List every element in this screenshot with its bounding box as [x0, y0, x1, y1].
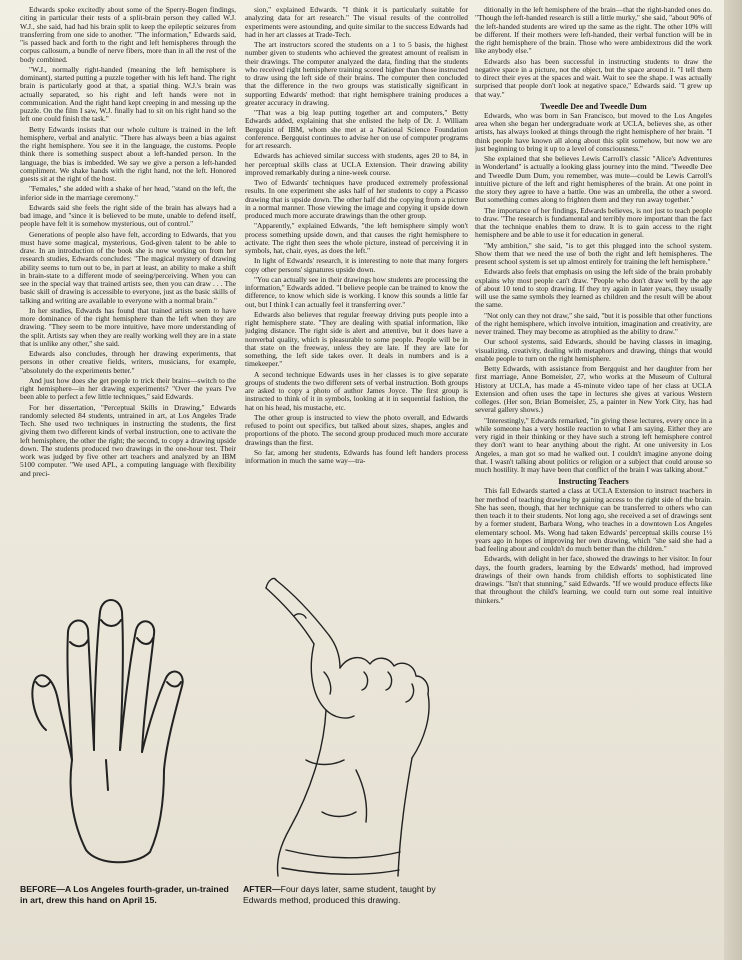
paragraph: Edwards also feels that emphasis on using the left side of the brain probably explains why most people can't draw. "People who don't draw well by the age of about 10 tend to stop drawing. If they try again in later years, they usually will use the same symbols they learned as children and the result will be about the same. [475, 267, 712, 310]
caption-after [243, 884, 469, 906]
paragraph: Edwards also has been successful in instructing students to draw the negative space in a picture, not the object, but the space around it. "I tell them to direct their eyes at the spaces and wait. Wait to see the shape. I was actually surprised that people don't look at negative space," Edwards said. "I grew up that way." [475, 56, 712, 99]
paragraph: "My ambition," she said, "is to get this plugged into the school system. Show them that we need the use of both the right and left hemispheres. The present school system is set up almost entirely for training the left hemisphere." [475, 240, 712, 266]
paragraph: A second technique Edwards uses in her classes is to give separate groups of students the two different sets of verbal instruction. Both groups are asked to copy a photo of author James Joyce. The first group is instructed to think of it in symbols, looking at it in sequential fashion, the hat on his head, his mustache, etc. [245, 369, 468, 412]
caption-before [20, 884, 232, 906]
paragraph: "Females," she added with a shake of her head, "stand on the left, the inferior side in the marriage ceremony." [20, 184, 236, 202]
paragraph: This fall Edwards started a class at UCLA Extension to instruct teachers in her method of teaching drawing by gaining access to the right side of the brain. She has seen, though, that her technique can be transferred to others who can then teach it to their students. Not long ago, she received a set of drawings sent by a former student, Barbara Wong, who teaches in a downtown Los Angeles elementary school. Ms. Wong had taken Edwards' perceptual skills course 1½ years ago in hopes of improving her own drawing, which "she said she had a bad feeling about and couldn't do much better than the children." [475, 486, 712, 553]
paragraph: Generations of people also have felt, according to Edwards, that you must have some magical, mysterious, God-given talent to be able to draw. In an introduction of the book she is now working on from her research studies, Edwards concludes: "The magical mystery of drawing ability seems to turn out to be, in part at least, an ability to make a shift in brain-state to a different mode of seeing/perceiving. When you can see in the special way that trained artists see, then you can draw . . . The basic skill of drawing is accessible to everyone, just as the basic skills of talking and writing are available to everyone with a normal brain." [20, 229, 236, 305]
paragraph: Edwards has achieved similar success with students, ages 20 to 84, in her perceptual skills class at UCLA Extension. Their drawing ability improved remarkably during a nine-week course. [245, 151, 468, 177]
caption-after-rest: Four days later, same student, taught by Edwards method, produced this drawing. [243, 884, 436, 905]
page-edge [724, 0, 742, 960]
article-column-2 [245, 6, 468, 558]
before-hand-sketch [6, 560, 234, 880]
column-3-bottom-text [475, 487, 712, 605]
column-3-top-text [475, 6, 712, 99]
paragraph: "Apparently," explained Edwards, "the left hemisphere simply won't process something upside down, and that causes the right hemisphere to activate. The right then sees the whole picture, instead of perceiving it in symbols, hat, chair, eyes, as does the left." [245, 221, 468, 255]
subheading-tweedle: Tweedle Dee and Tweedle Dum [540, 101, 647, 111]
paragraph: Edwards spoke excitedly about some of the Sperry-Bogen findings, citing in particular their tests of a split-brain person they called W.J. W.J., she said, had had his brain split to keep the epileptic seizures from transferring from one side to another. "The information," Edwards said, "is passed back and forth to the right and left hemispheres through the corpus callosum, a bundle of nerve fibers, more than in all the rest of the body combined. [20, 6, 236, 64]
paragraph: The art instructors scored the students on a 1 to 5 basis, the highest number given to students who achieved the greatest amount of realism in their drawings. The computer analyzed the data, finding that the students who received right hemisphere training scored higher than those instructed to draw using the left side of their brains. The computer then concluded that the difference in the two groups was statistically significant in supporting Edwards' method: that right hemisphere training produces a greater accuracy in drawing. [245, 40, 468, 107]
caption-before-text: BEFORE—A Los Angeles fourth-grader, un-trained in art, drew this hand on April 15. [20, 884, 229, 905]
paragraph: In her studies, Edwards has found that trained artists seem to have more dominance of the right hemisphere than the left when they are drawing. "They seem to be more intuitive, have more understanding of the split. Artists say when they are really working well they are in a state that is unlike any other," she said. [20, 305, 236, 348]
before-hand-drawing [6, 560, 234, 880]
paragraph: "W.J., normally right-handed (meaning the left hemisphere is dominant), started putting a puzzle together with his left hand. The right brain is particularly good at that, a spatial thing. W.J.'s brain was actually separated, so his right and left hands were not in communication. And the right hand kept creeping in and messing up the puzzle. On the film I saw, W.J. finally had to sit on his right hand so the left one could finish the task." [20, 64, 236, 124]
paragraph: "Interestingly," Edwards remarked, "in giving these lectures, every once in a while someone has a very hostile reaction to what I am saying. Either they are very rigid in their thinking or they have such a strong left hemisphere control they don't want to hear anything about the right. At one university in Los Angeles, a man got so mad he walked out. I couldn't imagine anyone doing that. I wasn't talking about politics or religion or a subject that could arouse so much hostility. It may have been that conflict of the brain I was talking about." [475, 415, 712, 474]
paragraph: In light of Edwards' research, it is interesting to note that many forgers copy other persons' signatures upside down. [245, 256, 468, 274]
article-column-1 [20, 6, 236, 556]
paragraph: Edwards also believes that regular freeway driving puts people into a right hemisphere state. "They are dealing with spatial information, like judging distance. The right side is alert and attentive, but it does have a nonverbal quality, which is pleasurable to some people. People will be in that state on the freeway, unless they are late. If they are late for something, the left side takes over. It deals in numbers and is a timekeeper." [245, 309, 468, 369]
paragraph: So far, among her students, Edwards has found left handers process information in much the same way—tra- [245, 447, 468, 465]
paragraph: The other group is instructed to view the photo overall, and Edwards refused to point out specifics, but talked about sizes, shapes, angles and proportions of the photo. The second group produced much more accurate drawings than the first. [245, 412, 468, 447]
paragraph: Edwards, who was born in San Francisco, but moved to the Los Angeles area when she began her undergraduate work at UCLA, believes she, as other artists, has always looked at things through the right hemisphere of her brain. "I think people have known all along about this split somehow, but now we are just beginning to bring it up to a level of consciousness." [475, 110, 712, 153]
after-hand-drawing [236, 560, 472, 880]
subheading-instructing-teachers: Instructing Teachers [558, 477, 629, 487]
paragraph: The importance of her findings, Edwards believes, is not just to teach people to draw. "The research is fundamental and terribly more important than the fact that the technique enables them to draw. It is to gain access to the right hemisphere and be able to use it for education in general. [475, 205, 712, 240]
paragraph: Edwards also concludes, through her drawing experiments, that persons in other creative fields, writers, musicians, for example, "absolutely do the experiments better." [20, 349, 236, 375]
paragraph: Edwards, with delight in her face, showed the drawings to her visitor. In four days, the fourth graders, learning by the Edwards' method, had improved drawings of their own hands from childish efforts to sophisticated line drawings. "Isn't that stunning," said Edwards. "If we would produce effects like that throughout the child's learning, we could turn out some real intuitive thinkers." [475, 554, 712, 605]
article-column-3 [475, 6, 712, 916]
paragraph: Our school systems, said Edwards, should be having classes in imaging, visualizing, creativity, dealing with metaphors and drawing, things that would enable people to turn on the right hemisphere. [475, 337, 712, 363]
column-3-middle-text [475, 112, 712, 475]
paragraph: sion," explained Edwards. "I think it is particularly suitable for analyzing data for art research." The visual results of the controlled experiments were astounding, and quite similar to the success Edwards had had in her art classes at Trade-Tech. [245, 6, 468, 39]
paragraph: Betty Edwards, with assistance from Bergquist and her daughter from her first marriage, Anne Bomeisler, 27, who works at the Museum of Cultural History at UCLA, has made a 45-minute video tape of her class at UCLA Extension and often uses the tape in lectures she gives at various Western colleges. (Her son, Brian Bomeisler, 25, a painter in New York City, has had several gallery shows.) [475, 364, 712, 415]
paragraph: Betty Edwards insists that our whole culture is trained in the left hemisphere, verbal and analytic. "There has always been a bias against the right hemisphere. You see it in the language, the customs. People think there is something suspect about a left-handed person. In the language, the bias is imbedded. We say we give a person a left-handed compliment. We shake hands with the right hand, not the left. Honored guests sit at the right of the host. [20, 124, 236, 183]
paragraph: ditionally in the left hemisphere of the brain—that the right-handed ones do. "Though the left-handed research is still a little murky," she said, "about 90% of the left-handed students are wired up the same as the right. The other 10% will be different. If their mothers were left-handed, their verbal function will be in the right hemisphere of the brain. Those who were ambidextrous did the work like anybody else." [475, 6, 712, 56]
paragraph: She explained that she believes Lewis Carroll's classic "Alice's Adventures in Wonderland" is actually a looking glass journey into the mind. "Tweedle Dee and Tweedle Dum Dum, you remember, was mute—could be Lewis Carroll's intuitive picture of the left and right hemispheres of the brain. At one point in the story they agree to have a battle. One was an umbrella, the other a sword. But something comes along to frighten them and they run away together." [475, 154, 712, 205]
paragraph: "Not only can they not draw," she said, "but it is possible that other functions of the right hemisphere, which involve intuition, imagination and creativity, are never trained. They may become as atrophied as the ability to draw." [475, 310, 712, 336]
paragraph: For her dissertation, "Perceptual Skills in Drawing," Edwards randomly selected 84 students, untrained in art, at Los Angeles Trade Tech. She used two techniques in instructing the students, the first giving them two different kinds of verbal instruction, one to activate the left hemisphere, the other the right; the second, to copy a drawing upside down. The students produced two drawings in the one-hour test. Their work was judged by five other art teachers and analyzed by an IBM 5100 computer. "We used APL, a computing language with flexibility and preci- [20, 402, 236, 478]
paragraph: "You can actually see in their drawings how students are processing the information," Edwards added. "I believe people can be trained to know the difference, to know which side is working. I know this sounds a little far out, but I think I can actually feel it transferring over." [245, 274, 468, 309]
paragraph: And just how does she get people to trick their brains—switch to the right hemisphere—in her drawing experiments? "Over the years I've been able to perfect a few little techniques," said Edwards. [20, 375, 236, 402]
caption-after-lead: AFTER— [243, 884, 281, 894]
paragraph: Edwards said she feels the right side of the brain has always had a bad image, and "since it is believed to be mute, unable to defend itself, people have felt it is somehow mysterious, out of control." [20, 202, 236, 229]
after-hand-sketch [236, 560, 472, 880]
paragraph: Two of Edwards' techniques have produced extremely professional results. In one experiment she asks half of her students to copy a Picasso drawing that is upside down. The other half did the copying from a picture in a normal manner. Those viewing the image and copying it upside down produced much more accurate drawings than the other group. [245, 178, 468, 220]
paragraph: "That was a big leap putting together art and computers," Betty Edwards added, explaining that she enlisted the help of Dr. J. William Bergquist of IBM, whom she met at a National Science Foundation conference. Bergquist continues to advise her on use of computer programs for art research. [245, 108, 468, 150]
